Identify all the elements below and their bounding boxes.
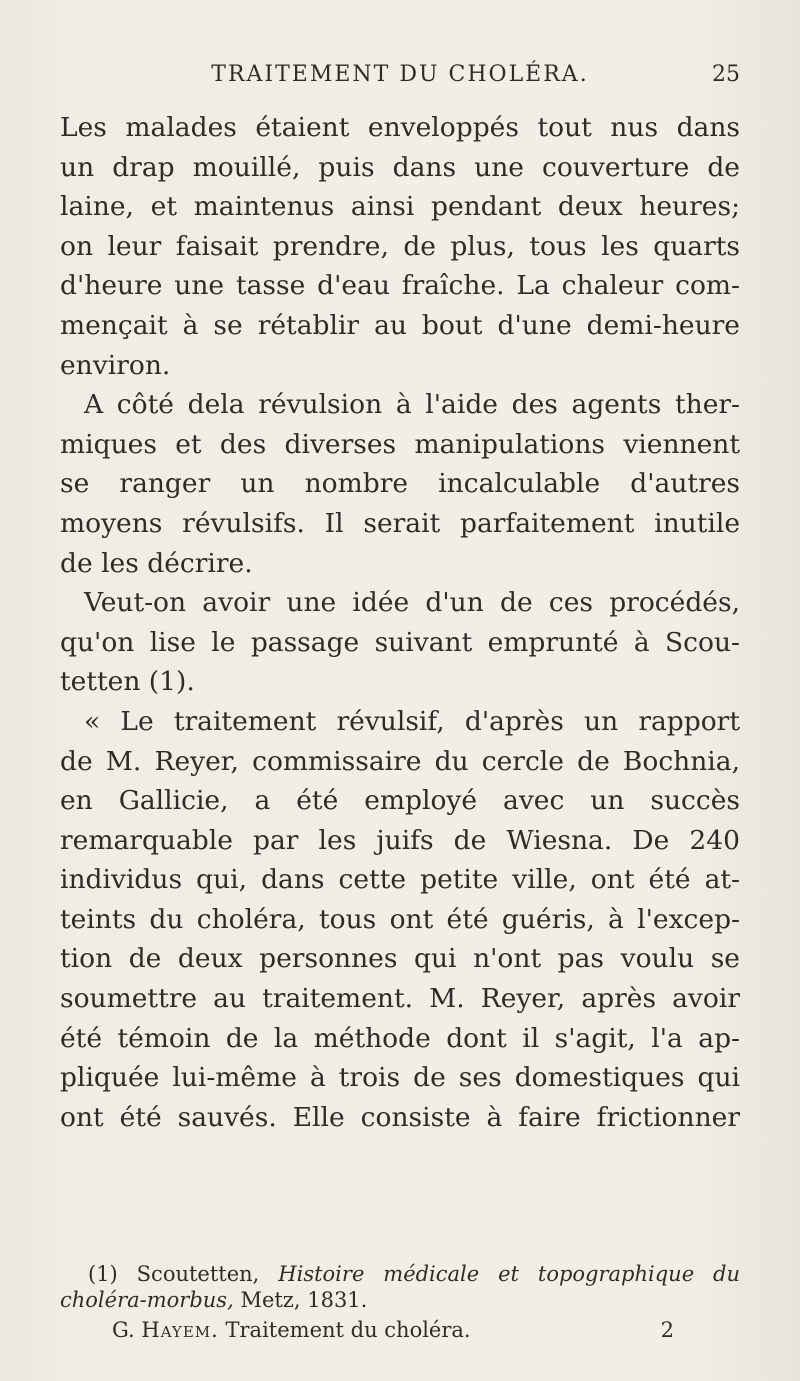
page-number: 25 [712, 62, 740, 87]
footnote-line [60, 1261, 740, 1287]
text-line: d'heure une tasse d'eau fraîche. La chaleur com- [60, 270, 740, 302]
signature-author: Hayem. [141, 1318, 219, 1342]
text-line: A côté dela révulsion à l'aide des agents ther- [84, 389, 740, 421]
footnote-line [60, 1287, 740, 1313]
footnote [60, 1261, 740, 1313]
text-line: laine, et maintenus ainsi pendant deux heures; [60, 191, 740, 223]
text-line: teints du choléra, tous ont été guéris, à l'excep- [60, 903, 740, 935]
text-line: moyens révulsifs. Il serait parfaitement inutile [60, 507, 740, 539]
text-line: miques et des diverses manipulations viennent [60, 428, 740, 460]
footnote-author: Scoutetten, [136, 1262, 260, 1286]
sheet-number: 2 [660, 1318, 674, 1342]
text-line: pliquée lui-même à trois de ses domestiques qui [60, 1062, 740, 1094]
text-line: tetten (1). [60, 666, 195, 698]
footnote-title-cont: choléra-morbus, [60, 1288, 234, 1312]
signature-initial: G. [112, 1318, 135, 1342]
text-line: se ranger un nombre incalculable d'autres [60, 468, 740, 500]
text-line: individus qui, dans cette petite ville, ont été at- [60, 864, 740, 896]
text-line: « Le traitement révulsif, d'après un rapport [84, 705, 740, 737]
running-title: TRAITEMENT DU CHOLÉRA. [211, 62, 589, 87]
text-line: de M. Reyer, commissaire du cercle de Bochnia, [60, 745, 740, 777]
text-line: un drap mouillé, puis dans une couverture de [60, 151, 740, 183]
text-line: été témoin de la méthode dont il s'agit, l'a ap- [60, 1022, 740, 1054]
text-line: environ. [60, 349, 171, 381]
signature-title: Traitement du choléra. [225, 1318, 471, 1342]
text-line: Les malades étaient enveloppés tout nus dans [60, 112, 740, 143]
text-line: ont été sauvés. Elle consiste à faire frictionner [60, 1101, 740, 1133]
footnote-marker: (1) [88, 1262, 118, 1286]
body-text [60, 108, 740, 1137]
text-line: en Gallicie, a été employé avec un succès [60, 785, 740, 817]
footnote-publication: Metz, 1831. [240, 1288, 368, 1312]
footnote-title: Histoire médicale et topographique du [278, 1262, 741, 1286]
text-line: mençait à se rétablir au bout d'une demi-heure [60, 309, 740, 341]
page-header [60, 62, 740, 98]
signature-text [112, 1318, 471, 1342]
text-line: on leur faisait prendre, de plus, tous les quarts [60, 230, 740, 262]
text-line: soumettre au traitement. M. Reyer, après avoir [60, 983, 740, 1015]
text-line: de les décrire. [60, 547, 253, 579]
text-line: tion de deux personnes qui n'ont pas voulu se [60, 943, 740, 975]
text-line: remarquable par les juifs de Wiesna. De 240 [60, 824, 740, 856]
text-line: qu'on lise le passage suivant emprunté à Scou- [60, 626, 740, 658]
text-line: Veut-on avoir une idée d'un de ces procédés, [84, 587, 740, 619]
